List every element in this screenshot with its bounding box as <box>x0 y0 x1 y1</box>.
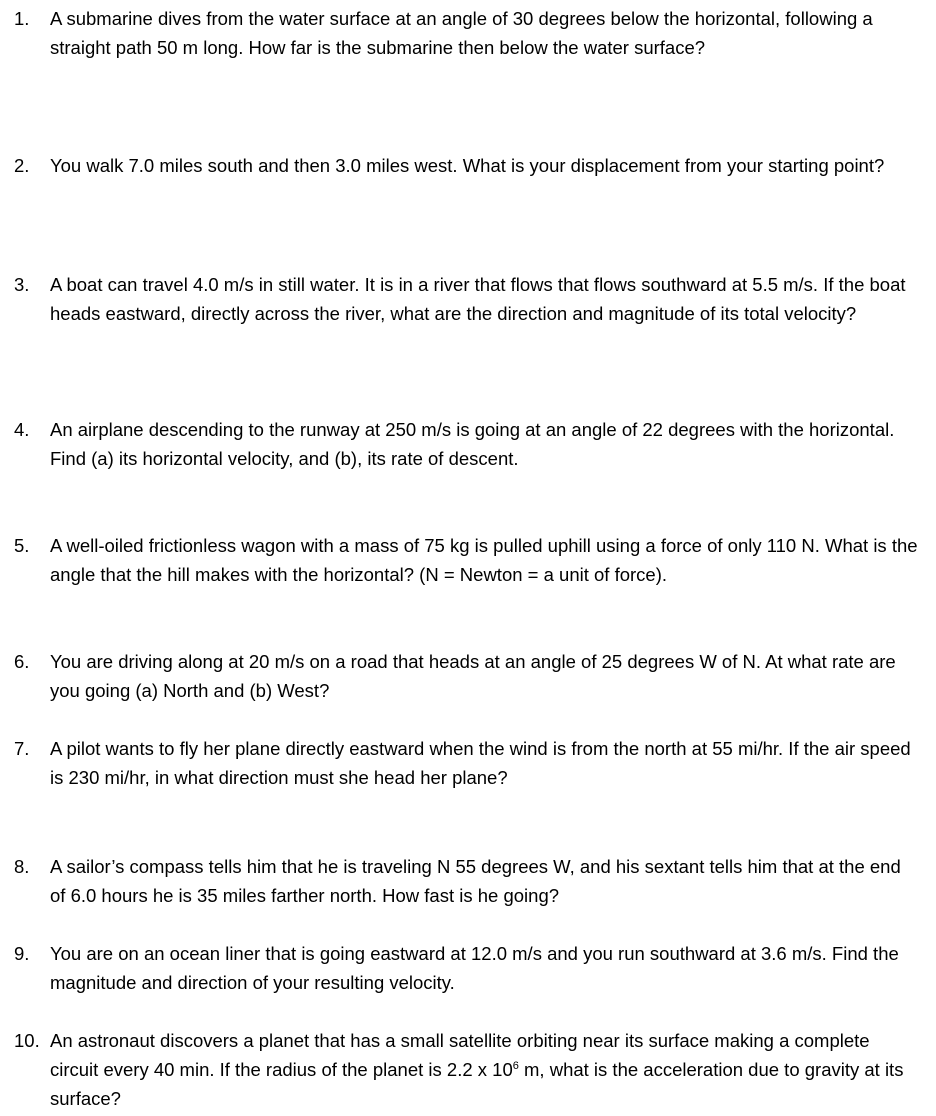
question-3 <box>14 270 919 328</box>
question-text: You are driving along at 20 m/s on a road that heads at an angle of 25 degrees W of N. At what rate are you going (a) North and (b) West? <box>50 651 896 701</box>
question-4 <box>14 415 919 473</box>
question-text: A sailor’s compass tells him that he is traveling N 55 degrees W, and his sextant tells him that at the end of 6.0 hours he is 35 miles farther north. How fast is he going? <box>50 856 901 906</box>
question-2 <box>14 151 919 180</box>
question-10 <box>14 1026 919 1113</box>
question-text: A well-oiled frictionless wagon with a mass of 75 kg is pulled uphill using a force of only 110 N. What is the angle that the hill makes with the horizontal? (N = Newton = a unit of force). <box>50 535 918 585</box>
question-5 <box>14 531 919 589</box>
question-number: 4. <box>14 419 30 440</box>
question-number: 8. <box>14 856 30 877</box>
question-7 <box>14 734 919 792</box>
question-text <box>50 1026 919 1113</box>
question-8 <box>14 852 919 910</box>
question-1 <box>14 4 919 62</box>
question-number: 9. <box>14 943 30 964</box>
question-text: You are on an ocean liner that is going eastward at 12.0 m/s and you run southward at 3.6 m/s. Find the magnitude and direction of your resulting velocity. <box>50 943 899 993</box>
question-text-before-exponent: An astronaut discovers a planet that has a small satellite orbiting near its surface making a complete circuit every 40 min. If the radius of the planet is 2.2 x 10 <box>50 1030 870 1080</box>
question-number: 5. <box>14 535 30 556</box>
question-9 <box>14 939 919 997</box>
question-text: A pilot wants to fly her plane directly eastward when the wind is from the north at 55 mi/hr. If the air speed is 230 mi/hr, in what direction must she head her plane? <box>50 738 911 788</box>
question-number: 1. <box>14 8 30 29</box>
question-text: An airplane descending to the runway at 250 m/s is going at an angle of 22 degrees with the horizontal. Find (a) its horizontal velocity, and (b), its rate of descent. <box>50 419 895 469</box>
question-number: 6. <box>14 651 30 672</box>
question-text: A boat can travel 4.0 m/s in still water. It is in a river that flows that flows southward at 5.5 m/s. If the boat heads eastward, directly across the river, what are the direction and magnitude of its total velocity? <box>50 274 906 324</box>
question-text-after-exponent: m, what is the acceleration due to gravity at its surface? <box>50 1059 904 1109</box>
exponent: 6 <box>512 1060 519 1072</box>
question-number: 2. <box>14 155 30 176</box>
question-number: 7. <box>14 738 30 759</box>
question-6 <box>14 647 919 705</box>
question-text: A submarine dives from the water surface at an angle of 30 degrees below the horizontal, following a straight path 50 m long. How far is the submarine then below the water surface? <box>50 8 873 58</box>
question-number: 3. <box>14 274 30 295</box>
question-number: 10. <box>14 1030 40 1051</box>
question-text: You walk 7.0 miles south and then 3.0 miles west. What is your displacement from your starting point? <box>50 155 885 176</box>
